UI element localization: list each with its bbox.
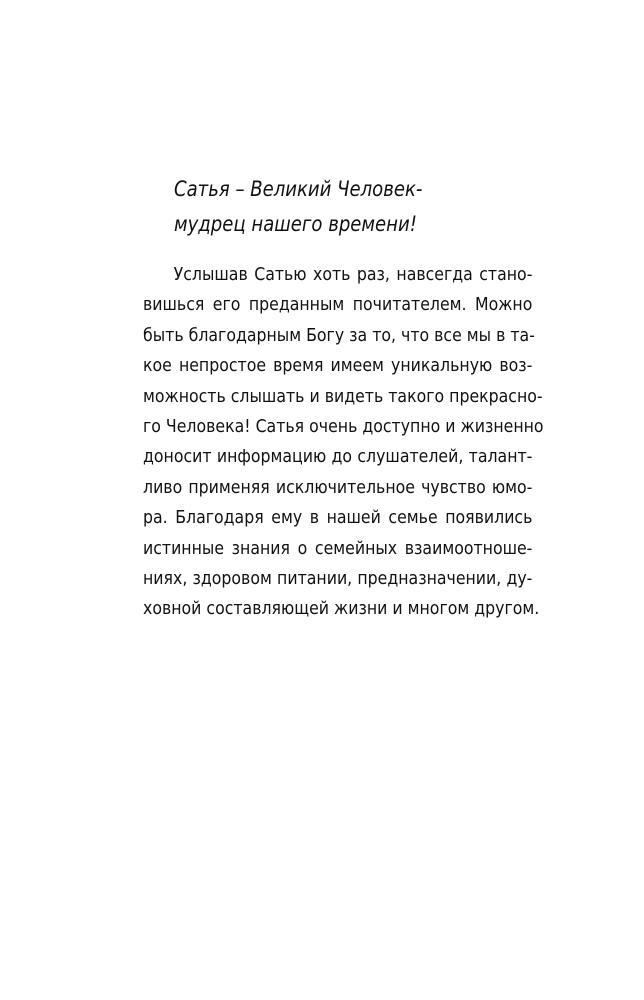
paragraph-line: го Человека! Сатья очень доступно и жизненно	[143, 415, 544, 437]
paragraph-line: Услышав Сатью хоть раз, навсегда стано-	[173, 264, 533, 285]
paragraph-line: истинные знания о семейных взаимоотноше-	[143, 537, 533, 559]
paragraph-line: ховной составляющей жизни и многом другом.	[143, 598, 540, 620]
heading-line: мудрец нашего времени!	[174, 212, 417, 236]
paragraph-line: ра. Благодаря ему в нашей семье появились	[143, 507, 533, 529]
paragraph-line: быть благодарным Богу за то, что все мы в та-	[143, 324, 535, 346]
paragraph-line: ниях, здоровом питании, предназначении, ду-	[143, 567, 533, 589]
paragraph-line: ливо применяя исключительное чувство юмо-	[143, 476, 533, 498]
paragraph-line: можность слышать и видеть такого прекрасно-	[143, 385, 543, 407]
testimonial-paragraph	[143, 260, 544, 625]
paragraph-line: вишься его преданным почитателем. Можно	[143, 294, 533, 316]
paragraph-line: доносит информацию до слушателей, талант-	[143, 446, 533, 468]
paragraph-line: кое непростое время имеем уникальную воз-	[143, 355, 533, 377]
heading-line: Сатья – Великий Человек-	[174, 177, 423, 201]
testimonial-heading	[174, 172, 518, 242]
